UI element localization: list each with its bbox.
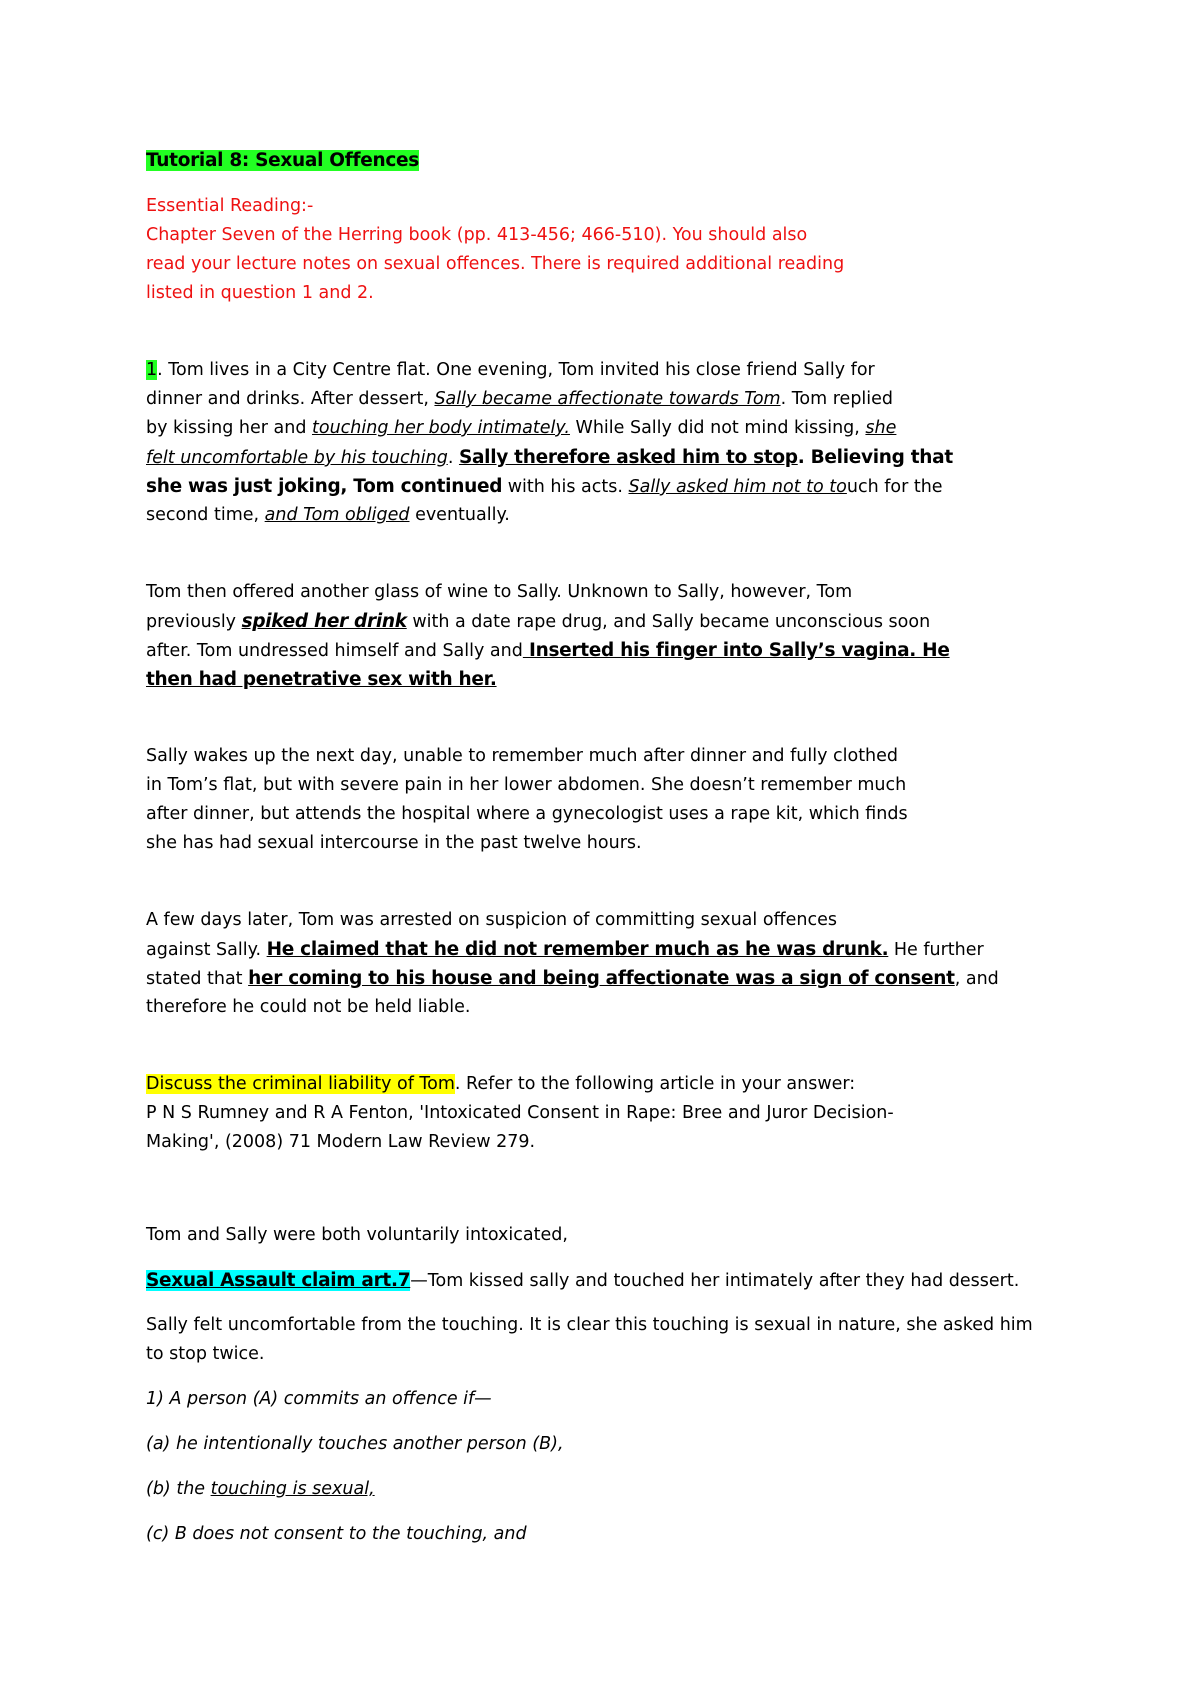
- reading-line-2: read your lecture notes on sexual offences. There is required additional reading: [146, 254, 845, 274]
- q1-p2-line-2: previously spiked her drink with a date rape drug, and Sally became unconscious soon: [146, 611, 931, 632]
- statute-1: 1) A person (A) commits an offence if—: [146, 1389, 492, 1409]
- q1-line-5: she was just joking, Tom continued with his acts. Sally asked him not to touch for the: [146, 476, 943, 497]
- reading-line-3: listed in question 1 and 2.: [146, 283, 374, 303]
- claim-heading: Sexual Assault claim art.7: [146, 1270, 411, 1291]
- reading-heading: Essential Reading:-: [146, 196, 314, 216]
- q1-p4-line-1: A few days later, Tom was arrested on suspicion of committing sexual offences: [146, 910, 837, 930]
- reading-line-1: Chapter Seven of the Herring book (pp. 413-456; 466-510). You should also: [146, 225, 808, 245]
- answer-para-1b: to stop twice.: [146, 1344, 265, 1364]
- question-number: 1: [146, 360, 158, 380]
- q1-p4-line-3: stated that her coming to his house and being affectionate was a sign of consent, and: [146, 968, 999, 989]
- q1-line-6: second time, and Tom obliged eventually.: [146, 505, 510, 525]
- q1-p5-line-3: Making', (2008) 71 Modern Law Review 279.: [146, 1132, 536, 1152]
- statute-a: (a) he intentionally touches another person (B),: [146, 1434, 564, 1454]
- q1-p2-line-4: then had penetrative sex with her.: [146, 669, 497, 690]
- q1-line-3: by kissing her and touching her body intimately. While Sally did not mind kissing, she: [146, 418, 897, 438]
- title-text: Tutorial 8: Sexual Offences: [146, 150, 419, 171]
- q1-p3-line-2: in Tom’s flat, but with severe pain in her lower abdomen. She doesn’t remember much: [146, 775, 907, 795]
- q1-p3-line-3: after dinner, but attends the hospital where a gynecologist uses a rape kit, which finds: [146, 804, 908, 824]
- q1-p3-line-1: Sally wakes up the next day, unable to remember much after dinner and fully clothed: [146, 746, 899, 766]
- q1-p2-line-1: Tom then offered another glass of wine to Sally. Unknown to Sally, however, Tom: [146, 582, 853, 602]
- q1-line-1: 1. Tom lives in a City Centre flat. One evening, Tom invited his close friend Sally for: [146, 360, 875, 380]
- answer-claim: Sexual Assault claim art.7—Tom kissed sally and touched her intimately after they had dessert.: [146, 1270, 1020, 1291]
- q1-p5-line-2: P N S Rumney and R A Fenton, 'Intoxicated Consent in Rape: Bree and Juror Decision-: [146, 1103, 894, 1123]
- answer-para-1: Sally felt uncomfortable from the touching. It is clear this touching is sexual in nature, she asked him: [146, 1315, 1033, 1335]
- q1-line-2: dinner and drinks. After dessert, Sally became affectionate towards Tom. Tom replied: [146, 389, 894, 409]
- statute-b: (b) the touching is sexual,: [146, 1479, 375, 1499]
- q1-p5-line-1: Discuss the criminal liability of Tom. Refer to the following article in your answer:: [146, 1074, 856, 1094]
- discuss-highlight: Discuss the criminal liability of Tom: [146, 1074, 455, 1094]
- q1-p4-line-2: against Sally. He claimed that he did not remember much as he was drunk. He further: [146, 939, 984, 960]
- document-title: [146, 146, 419, 176]
- statute-c: (c) B does not consent to the touching, and: [146, 1524, 527, 1544]
- answer-intro: Tom and Sally were both voluntarily intoxicated,: [146, 1225, 568, 1245]
- q1-line-4: felt uncomfortable by his touching. Sally therefore asked him to stop. Believing that: [146, 447, 953, 468]
- q1-p3-line-4: she has had sexual intercourse in the past twelve hours.: [146, 833, 642, 853]
- q1-p2-line-3: after. Tom undressed himself and Sally and Inserted his finger into Sally’s vagina. He: [146, 640, 950, 661]
- q1-p4-line-4: therefore he could not be held liable.: [146, 997, 471, 1017]
